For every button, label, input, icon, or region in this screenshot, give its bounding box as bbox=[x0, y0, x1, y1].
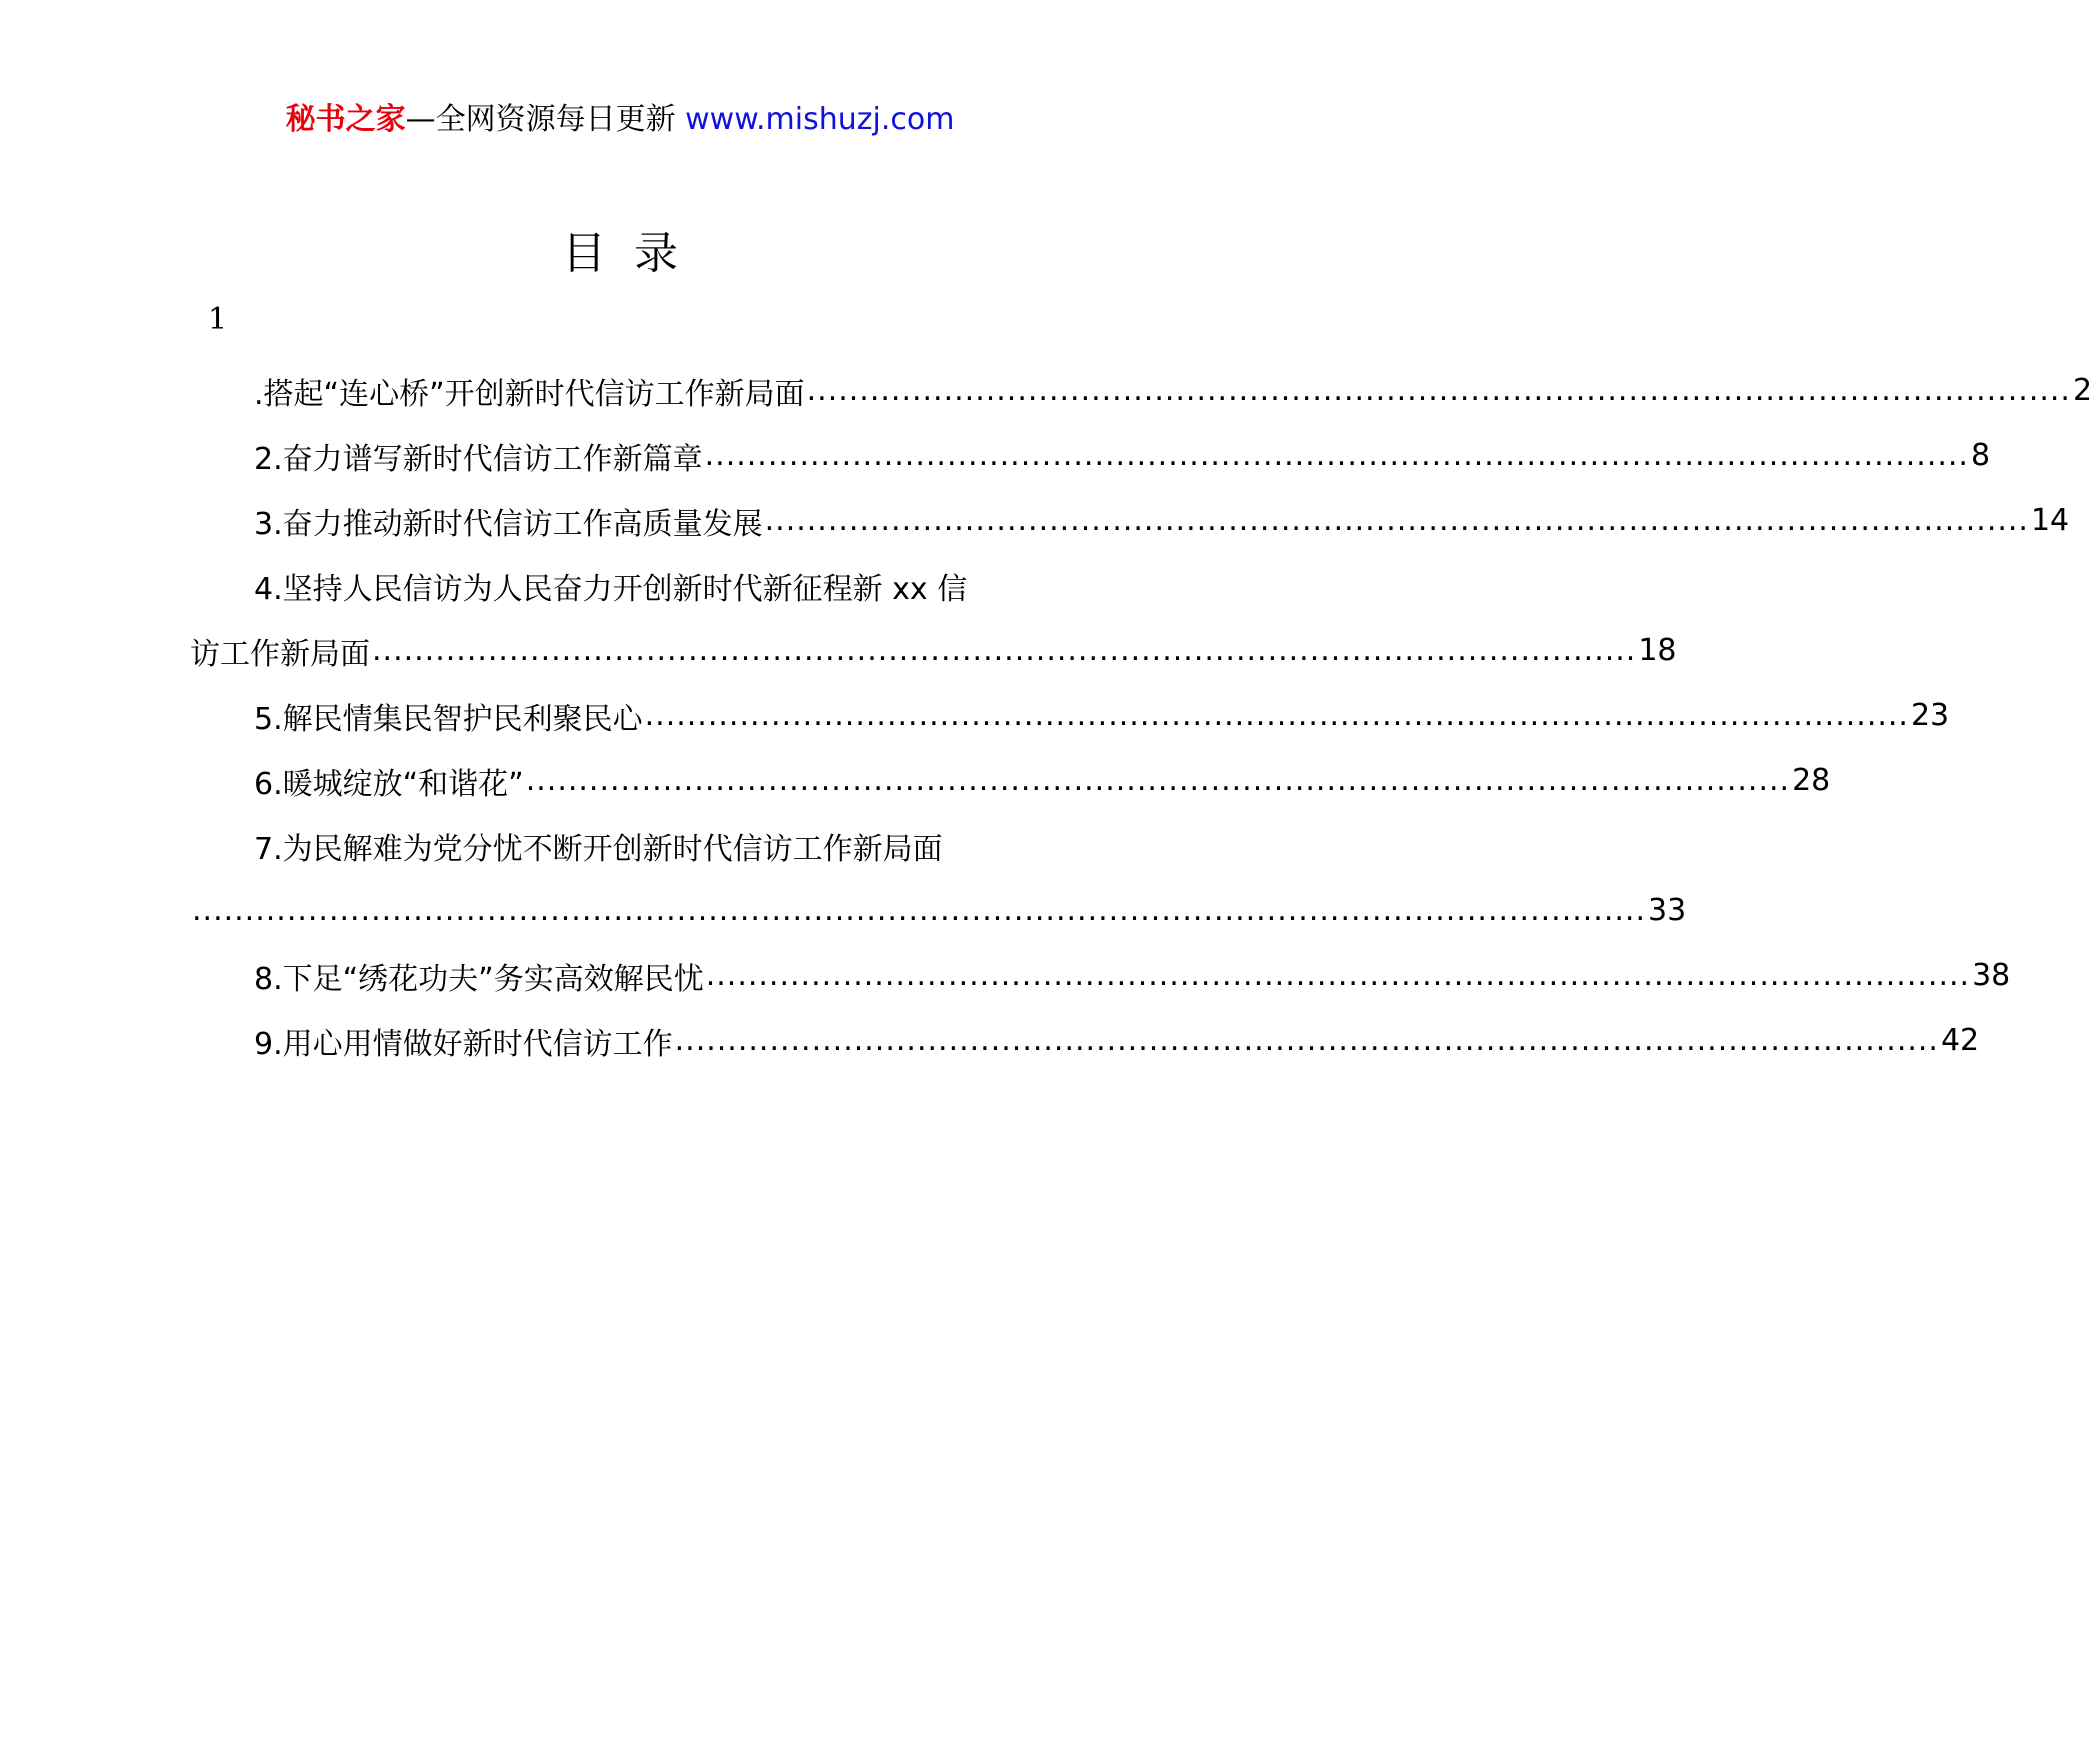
toc-entry-title: .搭起“连心桥”开创新时代信访工作新局面 bbox=[254, 376, 805, 412]
toc-entry-6[interactable] bbox=[190, 748, 1831, 813]
dot-leader: ........................................................................................................................ bbox=[806, 373, 2071, 408]
toc-page-number: 8 bbox=[1970, 438, 1991, 473]
dot-leader: ........................................................................................................................ bbox=[674, 1023, 1939, 1058]
toc-entry-title: 4.坚持人民信访为人民奋力开创新时代新征程新 xx 信 bbox=[254, 571, 968, 607]
toc-entry-title: 9.用心用情做好新时代信访工作 bbox=[254, 1026, 673, 1062]
dot-leader: ........................................................................................................................ bbox=[525, 763, 1791, 798]
toc-entry-title: 6.暖城绽放“和谐花” bbox=[254, 766, 524, 802]
toc-entry-8[interactable] bbox=[190, 943, 2011, 1008]
dot-leader: ........................................................................................................................ bbox=[644, 698, 1909, 733]
toc-entry-7-line-2[interactable] bbox=[190, 878, 1687, 943]
site-url-link[interactable]: www.mishuzj.com bbox=[685, 102, 955, 137]
toc-page-number: 23 bbox=[1910, 698, 1950, 733]
toc-entry-title: 3.奋力推动新时代信访工作高质量发展 bbox=[254, 506, 763, 542]
dot-leader: ........................................................................................................................ bbox=[764, 503, 2029, 538]
page-title bbox=[0, 224, 1240, 284]
toc-entry-5[interactable] bbox=[190, 683, 1950, 748]
site-header bbox=[0, 100, 1240, 140]
toc-page-number: 42 bbox=[1940, 1023, 1980, 1058]
brand-name: 秘书之家 bbox=[285, 102, 406, 137]
title-char-2: 录 bbox=[634, 228, 678, 279]
title-char-1: 目 bbox=[562, 228, 606, 279]
toc-entry-title: 2.奋力谱写新时代信访工作新篇章 bbox=[254, 441, 703, 477]
dot-leader: .......................................................................................................................................... bbox=[192, 893, 1646, 928]
toc-page-number: 14 bbox=[2030, 503, 2070, 538]
header-slogan: —全网资源每日更新 bbox=[405, 102, 676, 137]
toc-entry-4-line-2[interactable] bbox=[190, 618, 1677, 683]
toc-entry-9[interactable] bbox=[190, 1008, 1980, 1073]
dot-leader: ........................................................................................................................ bbox=[704, 438, 1969, 473]
toc-entry-title: 5.解民情集民智护民利聚民心 bbox=[254, 701, 643, 737]
toc-entry-7-line-1[interactable] bbox=[190, 813, 1056, 878]
table-of-contents bbox=[190, 358, 2092, 1073]
toc-page-number: 38 bbox=[1972, 958, 2011, 993]
toc-page-number: 28 bbox=[1792, 763, 1831, 798]
toc-page-number: 18 bbox=[1638, 633, 1677, 668]
dot-leader: ........................................................................................................................ bbox=[705, 958, 1971, 993]
toc-entry-3[interactable] bbox=[190, 488, 2070, 553]
toc-entry-2[interactable] bbox=[190, 423, 1991, 488]
toc-entry-1[interactable] bbox=[190, 358, 2092, 423]
toc-page-number: 33 bbox=[1648, 893, 1687, 928]
toc-entry-4-line-1[interactable] bbox=[190, 553, 1056, 618]
toc-entry-title-continued: 访工作新局面 bbox=[190, 636, 370, 672]
toc-entry-title: 7.为民解难为党分忧不断开创新时代信访工作新局面 bbox=[254, 831, 943, 867]
dot-leader: ........................................................................................................................ bbox=[372, 633, 1637, 668]
toc-entry-title: 8.下足“绣花功夫”务实高效解民忧 bbox=[254, 961, 704, 997]
toc-page-number: 2 bbox=[2072, 373, 2092, 408]
stray-number: 1 bbox=[208, 302, 228, 337]
